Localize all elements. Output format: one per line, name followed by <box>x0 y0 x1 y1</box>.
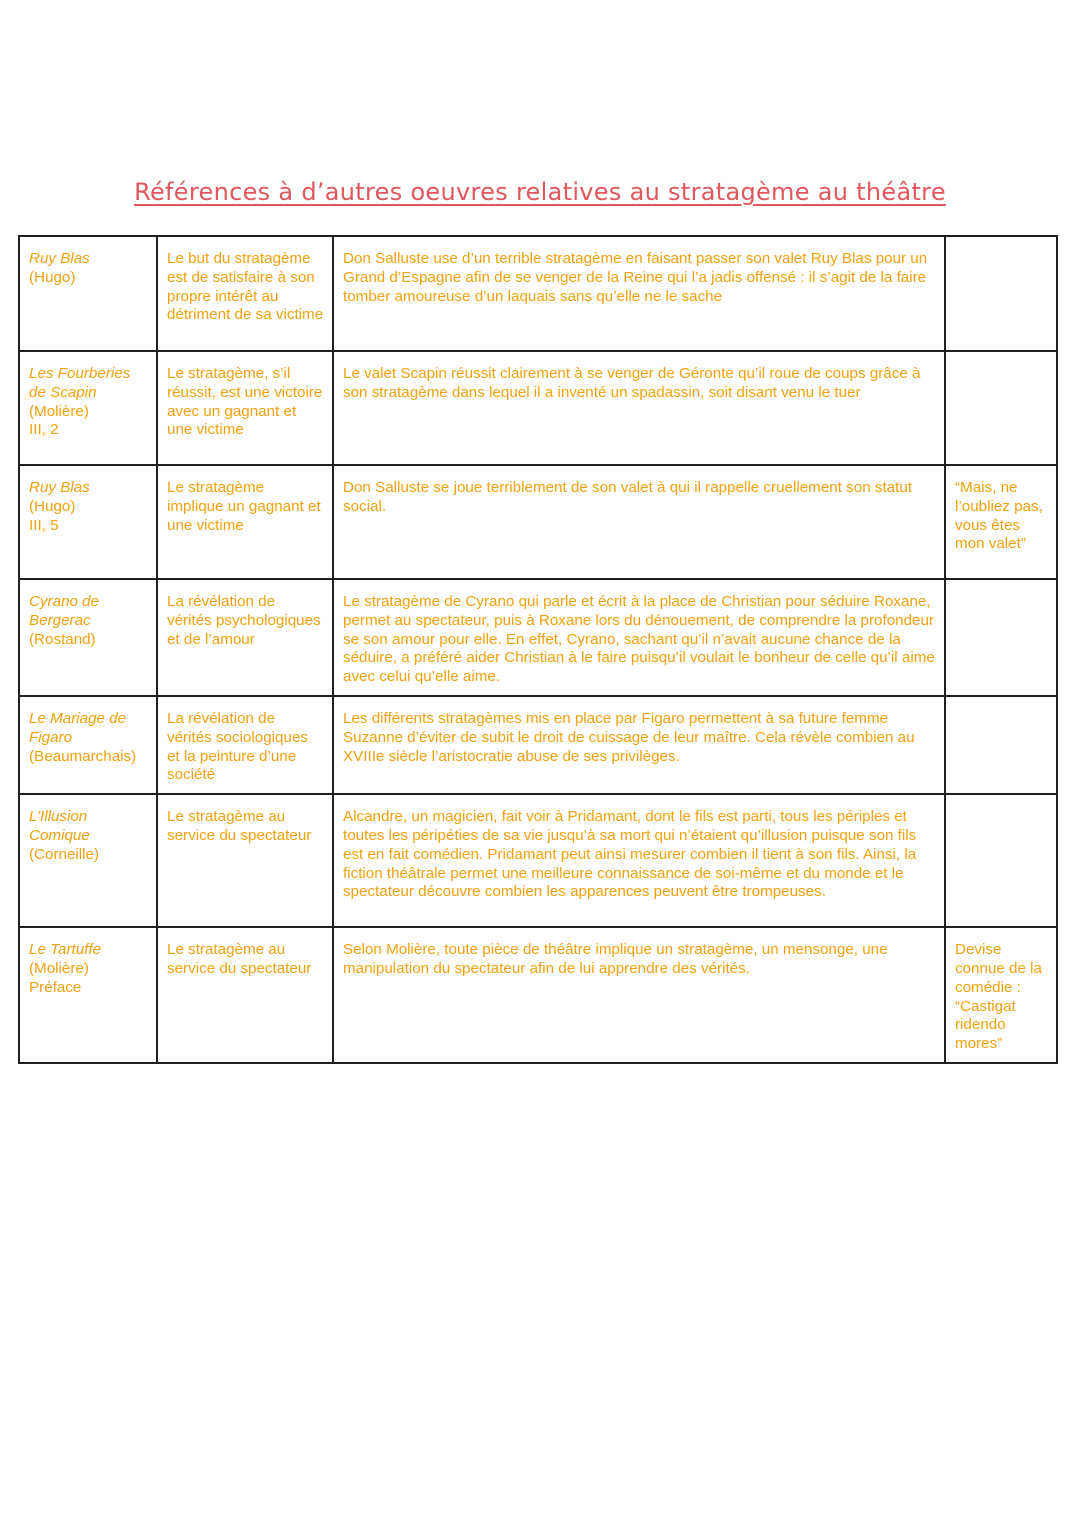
work-title: Le Mariage de <box>29 709 127 727</box>
work-title: Figaro <box>29 728 73 746</box>
table-row <box>19 351 1057 465</box>
description-cell: Selon Molière, toute pièce de théâtre implique un stratagème, un mensonge, une manipulation du spectateur afin de lui apprendre des vérités. <box>333 927 945 1063</box>
theme-cell: Le stratagème au service du spectateur <box>157 927 333 1063</box>
work-cell <box>19 794 157 927</box>
work-title: Les Fourberies <box>29 365 131 382</box>
page-title: Références à d’autres oeuvres relatives au stratagème au théâtre <box>134 178 946 206</box>
quote-cell <box>945 236 1057 351</box>
work-title: Ruy Blas <box>29 250 90 267</box>
work-title: L’Illusion <box>29 808 88 826</box>
description-cell: Alcandre, un magicien, fait voir à Pridamant, dont le fils est parti, tous les périples et toutes les péripéties de sa vie jusqu’à sa mort qui n’étaient qu’illusion puisque son fils est en fait comédien. Pridamant peut ainsi mesurer combien il tient à son fils. Ainsi, la fiction théâtrale permet une meilleure connaissance de soi-même et du monde et le spectateur découvre combien les apparences peuvent être trompeuses. <box>333 794 945 927</box>
theme-cell: La révélation de vérités psychologiques et de l’amour <box>157 579 333 696</box>
quote-cell <box>945 351 1057 465</box>
references-table <box>18 235 1058 1064</box>
work-info: III, 5 <box>29 516 59 534</box>
work-info: (Molière) <box>29 959 89 977</box>
table-row <box>19 465 1057 579</box>
work-title: Le Tartuffe <box>29 941 102 959</box>
work-title: de Scapin <box>29 383 97 401</box>
work-title: Ruy Blas <box>29 479 90 496</box>
work-cell <box>19 927 157 1063</box>
table-row <box>19 236 1057 351</box>
theme-cell: La révélation de vérités sociologiques et la peinture d’une société <box>157 696 333 794</box>
work-cell <box>19 579 157 696</box>
quote-cell <box>945 696 1057 794</box>
work-title: Cyrano de <box>29 593 100 610</box>
description-cell: Don Salluste se joue terriblement de son valet à qui il rappelle cruellement son statut social. <box>333 465 945 579</box>
description-cell: Les différents stratagèmes mis en place par Figaro permettent à sa future femme Suzanne d’éviter de subit le droit de cuissage de leur maître. Cela révèle combien au XVIIIe siècle l’aristocratie abuse de ses privilèges. <box>333 696 945 794</box>
work-info: Préface <box>29 978 82 996</box>
description-cell: Don Salluste use d’un terrible stratagème en faisant passer son valet Ruy Blas pour un Grand d’Espagne afin de se venger de la Reine qui l’a jadis offensé : il s’agit de la faire tomber amoureuse d’un laquais sans qu’elle ne le sache <box>333 236 945 351</box>
theme-cell: Le but du stratagème est de satisfaire à son propre intérêt au détriment de sa victime <box>157 236 333 351</box>
work-info: (Hugo) <box>29 268 76 286</box>
work-title: Comique <box>29 826 90 844</box>
table-row <box>19 579 1057 696</box>
work-info: (Molière) <box>29 402 89 420</box>
table-row <box>19 794 1057 927</box>
work-info: (Beaumarchais) <box>29 747 137 765</box>
work-info: (Rostand) <box>29 630 96 648</box>
description-cell: Le valet Scapin réussit clairement à se venger de Géronte qu’il roue de coups grâce à son stratagème dans lequel il a inventé un spadassin, soit disant venu le tuer <box>333 351 945 465</box>
work-cell <box>19 696 157 794</box>
work-info: (Corneille) <box>29 845 100 863</box>
quote-cell: Devise connue de la comédie : “Castigat ridendo mores” <box>945 927 1057 1063</box>
work-info: (Hugo) <box>29 497 76 515</box>
theme-cell: Le stratagème implique un gagnant et une victime <box>157 465 333 579</box>
quote-cell <box>945 579 1057 696</box>
table-row <box>19 927 1057 1063</box>
table-row <box>19 696 1057 794</box>
theme-cell: Le stratagème au service du spectateur <box>157 794 333 927</box>
quote-cell: “Mais, ne l’oubliez pas, vous êtes mon valet” <box>945 465 1057 579</box>
description-cell: Le stratagème de Cyrano qui parle et écrit à la place de Christian pour séduire Roxane, permet au spectateur, puis à Roxane lors du dénouement, de comprendre la profondeur se son amour pour elle. En effet, Cyrano, sachant qu’il n’avait aucune chance de la séduire, a préféré aider Christian à le faire puisqu’il voulait le bonheur de celle qu’il aime avec celui qu’elle aime. <box>333 579 945 696</box>
work-cell <box>19 236 157 351</box>
work-info: III, 2 <box>29 421 59 439</box>
theme-cell: Le stratagème, s’il réussit, est une victoire avec un gagnant et une victime <box>157 351 333 465</box>
work-cell <box>19 351 157 465</box>
work-cell <box>19 465 157 579</box>
quote-cell <box>945 794 1057 927</box>
work-title: Bergerac <box>29 611 91 629</box>
